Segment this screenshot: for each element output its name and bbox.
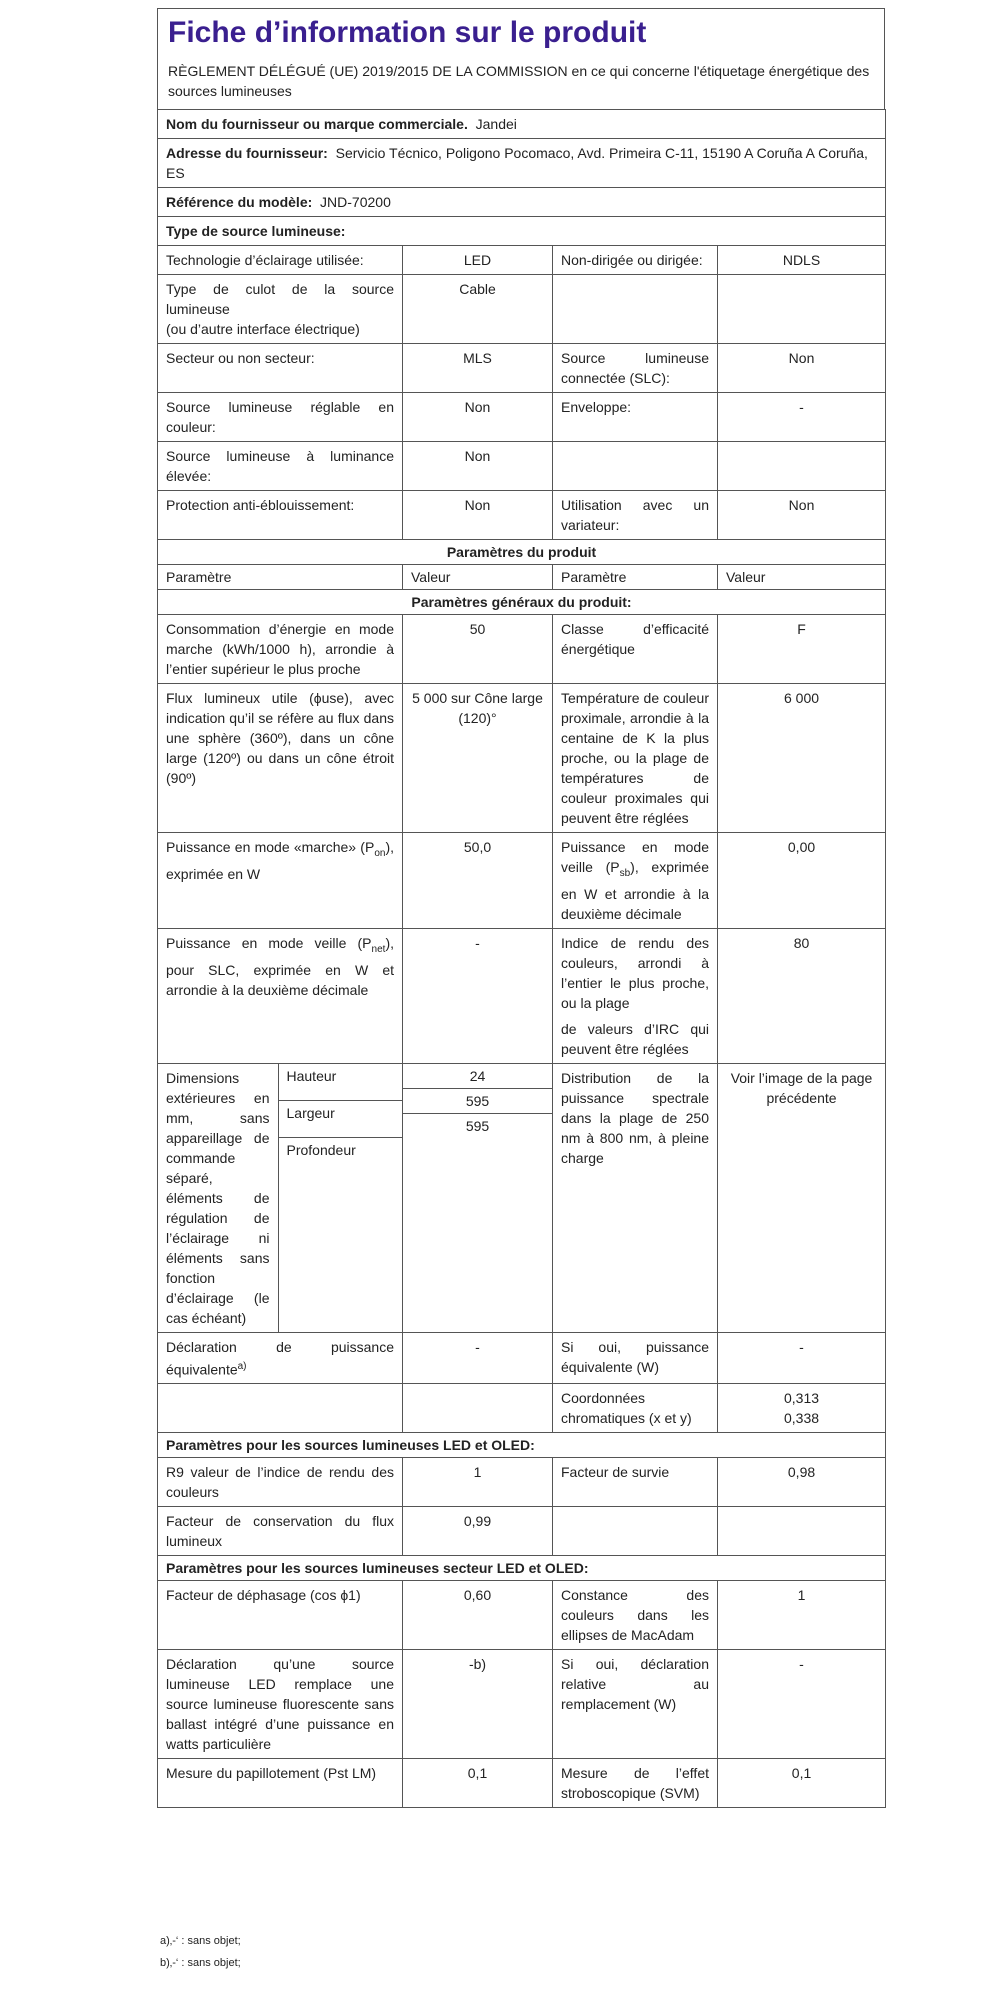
param-label xyxy=(158,833,403,929)
param-value: -b) xyxy=(403,1650,553,1759)
dimensions-label: Dimensions extérieures en mm, sans appareillage de commande séparé, éléments de régulation de l’éclairage ni éléments sans fonction d’éclairage (le cas échéant) xyxy=(158,1064,278,1332)
general-row xyxy=(158,615,886,684)
param-value: LED xyxy=(403,246,553,275)
param-label: Source lumineuse réglable en couleur: xyxy=(158,393,403,442)
param-label xyxy=(158,928,403,1063)
led-row xyxy=(158,1458,886,1507)
dimensions-values xyxy=(403,1063,553,1332)
led-row xyxy=(158,1507,886,1556)
dimensions-row xyxy=(158,1063,886,1332)
dimension-value: 595 xyxy=(465,1117,490,1134)
param-label: Température de couleur proximale, arrondie à la centaine de K la plus proche, ou la plage de températures de couleur proximales qui peuvent être réglées xyxy=(553,684,718,833)
param-label: Flux lumineux utile (ϕuse), avec indication qu’il se réfère au flux dans une sphère (360º), dans un cône large (120º) ou dans un cône étroit (90º) xyxy=(158,684,403,833)
param-value: Non xyxy=(718,344,886,393)
label-part: de valeurs d’IRC qui peuvent être réglées xyxy=(561,1020,709,1057)
param-value: 6 000 xyxy=(718,684,886,833)
dimension-value: 595 xyxy=(403,1088,552,1113)
dimension-name: Largeur xyxy=(278,1100,402,1137)
model-value: JND-70200 xyxy=(320,194,391,210)
param-label: Non-dirigée ou dirigée: xyxy=(553,246,718,275)
param-label xyxy=(553,928,718,1063)
param-value: Non xyxy=(403,491,553,540)
param-value: 0,99 xyxy=(403,1507,553,1556)
dimensions-cell xyxy=(158,1063,403,1332)
label-part: Puissance en mode veille (P xyxy=(166,934,372,951)
label-part: Puissance en mode «marche» (P xyxy=(166,839,375,855)
param-label: Classe d’efficacité énergétique xyxy=(553,615,718,684)
general-row xyxy=(158,684,886,833)
param-label: Si oui, puissance équivalente (W) xyxy=(553,1332,718,1384)
param-label: Utilisation avec un variateur: xyxy=(553,491,718,540)
param-value: 1 xyxy=(403,1458,553,1507)
param-value: Non xyxy=(403,393,553,442)
dimensions-inner xyxy=(158,1064,402,1332)
column-header: Valeur xyxy=(718,565,886,590)
param-value: 50,0 xyxy=(403,833,553,929)
param-value: - xyxy=(718,393,886,442)
param-value: - xyxy=(718,1332,886,1384)
empty-cell xyxy=(403,1384,553,1433)
column-headers xyxy=(158,565,886,590)
footnote: b)‚-‘ : sans objet; xyxy=(160,1957,241,1969)
label-part: Puissance en mode veille (P xyxy=(561,839,709,875)
param-value: 0,60 xyxy=(403,1581,553,1650)
param-value: MLS xyxy=(403,344,553,393)
param-label: Si oui, déclaration relative au remplacement (W) xyxy=(553,1650,718,1759)
label-part: ), exprimée en W xyxy=(166,839,394,882)
mains-row xyxy=(158,1650,886,1759)
params-header: Paramètres du produit xyxy=(158,540,886,565)
param-label xyxy=(158,1332,403,1384)
param-value: 5 000 sur Cône large (120)° xyxy=(403,684,553,833)
title-box xyxy=(157,8,885,109)
param-label xyxy=(553,275,718,344)
address-value: Servicio Técnico, Poligono Pocomaco, Avd. Primeira C-11, 15190 A Coruña A Coruña, ES xyxy=(166,145,868,181)
param-value: 0,00 xyxy=(718,833,886,929)
label-part: ), exprimée en W et arrondie à la deuxième décimale xyxy=(561,859,709,922)
column-header: Valeur xyxy=(403,565,553,590)
param-value: F xyxy=(718,615,886,684)
supplier-label: Nom du fournisseur ou marque commerciale. xyxy=(166,116,468,132)
param-label xyxy=(553,1507,718,1556)
label-part: ), pour SLC, exprimée en W et arrondie à la deuxième décimale xyxy=(166,934,394,998)
param-label: Technologie d’éclairage utilisée: xyxy=(158,246,403,275)
param-label: Consommation d’énergie en mode marche (kWh/1000 h), arrondie à l’entier supérieur le plus proche xyxy=(158,615,403,684)
param-value: Voir l’image de la page précédente xyxy=(718,1063,886,1332)
led-header: Paramètres pour les sources lumineuses LED et OLED: xyxy=(158,1433,886,1458)
type-row xyxy=(158,491,886,540)
equiv-row xyxy=(158,1332,886,1384)
product-sheet xyxy=(157,8,885,1808)
type-row xyxy=(158,246,886,275)
param-label xyxy=(158,275,403,344)
param-value: 0,98 xyxy=(718,1458,886,1507)
param-value: Cable xyxy=(403,275,553,344)
param-value: - xyxy=(403,928,553,1063)
supplier-row xyxy=(158,110,886,139)
param-value: 0,1 xyxy=(718,1759,886,1808)
param-label: Facteur de conservation du flux lumineux xyxy=(158,1507,403,1556)
label-subscript: sb xyxy=(619,867,631,879)
mains-row xyxy=(158,1759,886,1808)
chroma-y: 0,338 xyxy=(783,1410,820,1427)
param-value: 0,1 xyxy=(403,1759,553,1808)
param-label xyxy=(553,442,718,491)
param-label-line: (ou d’autre interface électrique) xyxy=(166,321,360,337)
type-row xyxy=(158,275,886,344)
param-label: Coordonnées chromatiques (x et y) xyxy=(553,1384,718,1433)
param-value xyxy=(718,1507,886,1556)
param-label: Constance des couleurs dans les ellipses de MacAdam xyxy=(553,1581,718,1650)
type-row xyxy=(158,393,886,442)
param-label-line: Type de culot de la source lumineuse xyxy=(166,281,394,317)
dimension-name: Hauteur xyxy=(286,1067,337,1084)
param-label: Mesure du papillotement (Pst LM) xyxy=(158,1759,403,1808)
param-value: NDLS xyxy=(718,246,886,275)
param-label: Enveloppe: xyxy=(553,393,718,442)
param-label: R9 valeur de l’indice de rendu des couleurs xyxy=(158,1458,403,1507)
label-part: Indice de rendu des couleurs, arrondi à l’entier le plus proche, ou la plage xyxy=(561,934,709,1011)
param-label: Source lumineuse à luminance élevée: xyxy=(158,442,403,491)
regulation-text: RÈGLEMENT DÉLÉGUÉ (UE) 2019/2015 DE LA COMMISSION en ce qui concerne l'étiquetage énergétique des sources lumineuses xyxy=(168,63,870,99)
param-value: Non xyxy=(718,491,886,540)
param-value: 1 xyxy=(718,1581,886,1650)
label-subscript: net xyxy=(371,943,386,955)
param-label: Protection anti-éblouissement: xyxy=(158,491,403,540)
address-label: Adresse du fournisseur: xyxy=(166,145,328,161)
empty-cell xyxy=(158,1384,403,1433)
label-subscript: on xyxy=(374,847,386,859)
mains-header: Paramètres pour les sources lumineuses secteur LED et OLED: xyxy=(158,1556,886,1581)
address-row xyxy=(158,139,886,188)
chroma-x: 0,313 xyxy=(783,1390,820,1407)
model-label: Référence du modèle: xyxy=(166,194,313,210)
param-label: Facteur de survie xyxy=(553,1458,718,1507)
param-value: Non xyxy=(403,442,553,491)
param-label xyxy=(553,833,718,929)
param-value xyxy=(718,1384,886,1433)
param-value xyxy=(718,442,886,491)
dimension-value: 24 xyxy=(469,1067,486,1084)
label-superscript: a) xyxy=(237,1360,247,1372)
supplier-value: Jandei xyxy=(475,116,517,132)
param-value: - xyxy=(403,1332,553,1384)
dimension-name: Profondeur xyxy=(286,1141,356,1158)
power-on-row xyxy=(158,833,886,929)
param-label: Facteur de déphasage (cos ϕ1) xyxy=(158,1581,403,1650)
info-table xyxy=(157,109,886,1808)
param-label: Secteur ou non secteur: xyxy=(158,344,403,393)
column-header: Paramètre xyxy=(158,565,403,590)
param-value: 50 xyxy=(403,615,553,684)
param-label: Source lumineuse connectée (SLC): xyxy=(553,344,718,393)
type-header: Type de source lumineuse: xyxy=(158,217,886,246)
type-row xyxy=(158,344,886,393)
param-value: - xyxy=(718,1650,886,1759)
param-label: Distribution de la puissance spectrale dans la plage de 250 nm à 800 nm, à pleine charge xyxy=(553,1063,718,1332)
footnotes xyxy=(160,1930,241,1974)
model-row xyxy=(158,188,886,217)
type-row xyxy=(158,442,886,491)
footnote: a)‚-‘ : sans objet; xyxy=(160,1935,241,1947)
label-part: Déclaration de puissance équivalente xyxy=(166,1338,394,1378)
page-title: Fiche d’information sur le produit xyxy=(168,16,647,49)
param-value xyxy=(718,275,886,344)
mains-row xyxy=(158,1581,886,1650)
param-label: Mesure de l’effet stroboscopique (SVM) xyxy=(553,1759,718,1808)
dimension-values-inner xyxy=(403,1064,552,1138)
power-net-row xyxy=(158,928,886,1063)
param-label: Déclaration qu’une source lumineuse LED remplace une source lumineuse fluorescente sans ballast intégré d’une puissance en watts particulière xyxy=(158,1650,403,1759)
general-header: Paramètres généraux du produit: xyxy=(158,590,886,615)
param-value: 80 xyxy=(718,928,886,1063)
chroma-row xyxy=(158,1384,886,1433)
column-header: Paramètre xyxy=(553,565,718,590)
